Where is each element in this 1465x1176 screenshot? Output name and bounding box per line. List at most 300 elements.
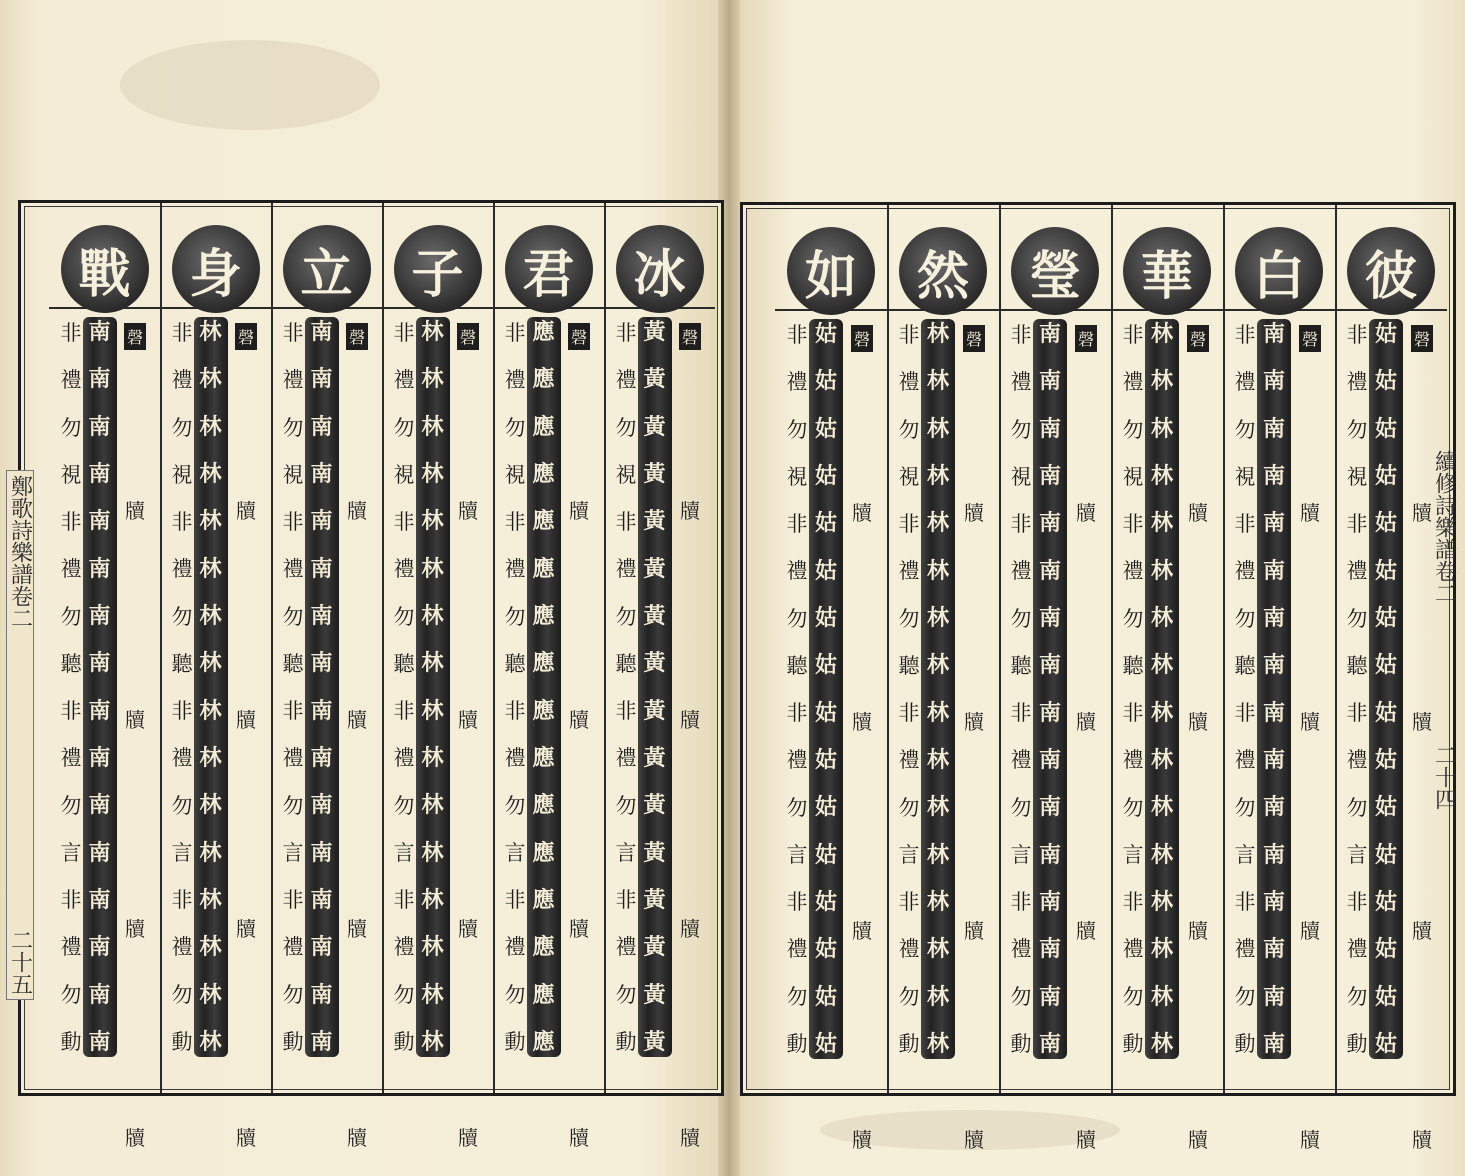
lyric-char: 言 [615,840,637,865]
pitch-char: 南 [88,1028,111,1055]
lyric-char: 勿 [1234,795,1256,820]
lyric-char: 勿 [1010,795,1032,820]
pitch-char: 南 [88,886,111,913]
lyric-char: 言 [60,840,82,865]
beat-marker: 牘 [236,1126,256,1150]
lyric-char: 非 [615,510,637,535]
pitch-char: 林 [1150,983,1173,1010]
pitch-char: 林 [199,839,222,866]
pitch-strip [809,319,843,1059]
lyric-char: 言 [282,840,304,865]
lyric-char: 非 [615,321,637,345]
lyric-char: 禮 [898,937,920,962]
pitch-char: 應 [532,792,555,819]
lyric-char: 禮 [786,937,808,962]
lyric-char: 禮 [60,368,82,393]
beat-marker: 牘 [964,919,984,943]
pitch-char: 南 [1038,983,1061,1010]
lyric-char: 非 [1122,701,1144,726]
lyric-char: 勿 [171,793,193,818]
left-page-number: 二十五 [7,929,33,995]
pitch-char: 南 [1038,652,1061,679]
pitch-char: 南 [1038,321,1061,347]
beat-marker: 牘 [1300,919,1320,943]
pitch-char: 林 [1150,652,1173,679]
lyric-char: 動 [1346,1031,1368,1056]
beat-marker: 牘 [458,1126,478,1150]
pitch-char: 姑 [1374,604,1397,631]
pitch-char: 林 [1150,794,1173,821]
lyric-char: 勿 [282,604,304,629]
beat-marker: 牘 [1188,710,1208,734]
beat-marker: 牘 [125,499,145,523]
lyric-char: 視 [615,462,637,487]
pitch-char: 南 [310,413,333,440]
beat-marker: 牘 [852,710,872,734]
pitch-char: 林 [421,366,444,393]
pitch-strip [416,317,450,1057]
pitch-strip [1145,319,1179,1059]
lyric-char: 禮 [393,557,415,582]
pitch-char: 林 [1150,510,1173,537]
lyric-char: 視 [1346,464,1368,489]
lyric-char: 視 [393,462,415,487]
pitch-char: 南 [1038,746,1061,773]
lyric-char: 言 [393,840,415,865]
lyric-char: 禮 [786,559,808,584]
beat-marker: 牘 [347,917,367,941]
pitch-char: 南 [310,319,333,345]
pitch-char: 林 [199,981,222,1008]
column-divider [887,205,889,1093]
lyric-char: 勿 [615,415,637,440]
beat-marker: 牘 [852,1128,872,1152]
lyric-char: 禮 [615,557,637,582]
pitch-char: 南 [1038,604,1061,631]
pitch-char: 姑 [814,841,837,868]
pitch-strip [921,319,955,1059]
lyric-char: 禮 [1234,937,1256,962]
lyric-char: 非 [393,699,415,724]
left_page-column [160,203,271,1150]
pitch-char: 姑 [1374,462,1397,489]
pitch-char: 南 [88,319,111,345]
pitch-char: 南 [1262,368,1285,395]
pitch-char: 黃 [643,886,666,913]
pitch-char: 南 [88,460,111,487]
lyric-char: 勿 [171,604,193,629]
lyric-char: 非 [1234,890,1256,915]
beat-marker: 牘 [1188,1128,1208,1152]
left_page-column [493,203,604,1150]
lyric-char: 禮 [504,557,526,582]
pitch-strip [305,317,339,1057]
lyric-char: 動 [786,1031,808,1056]
right_page-column [775,205,887,1152]
instrument-tag: 磬 [1411,325,1433,352]
pitch-char: 南 [1038,557,1061,584]
lyric-char: 非 [615,699,637,724]
pitch-char: 林 [421,792,444,819]
beat-marker: 牘 [236,708,256,732]
pitch-char: 林 [926,652,949,679]
lyric-char: 勿 [60,982,82,1007]
pitch-char: 南 [1262,746,1285,773]
lyric-header-seal: 如 [787,227,875,315]
pitch-char: 林 [1150,699,1173,726]
lyric-char: 非 [171,510,193,535]
lyric-char: 禮 [1122,937,1144,962]
pitch-char: 應 [532,555,555,582]
pitch-char: 林 [1150,462,1173,489]
lyric-text-column [895,325,923,1055]
lyric-text-column [279,323,307,1053]
instrument-tag: 磬 [1187,325,1209,352]
lyric-char: 動 [1122,1031,1144,1056]
pitch-char: 南 [1262,415,1285,442]
instrument-tag: 磬 [346,323,368,350]
lyric-char: 動 [1010,1031,1032,1056]
lyric-char: 非 [171,888,193,913]
lyric-char: 禮 [1346,559,1368,584]
pitch-char: 南 [310,934,333,961]
left_page-column [382,203,493,1150]
pitch-char: 林 [926,983,949,1010]
pitch-strip [527,317,561,1057]
lyric-char: 禮 [898,748,920,773]
instrument-column [1071,325,1101,1152]
lyric-char: 非 [1234,512,1256,537]
pitch-char: 南 [310,460,333,487]
lyric-char: 勿 [1010,984,1032,1009]
instrument-tag: 磬 [963,325,985,352]
beat-marker: 牘 [1076,501,1096,525]
pitch-char: 南 [1038,510,1061,537]
pitch-char: 林 [199,650,222,677]
pitch-char: 林 [926,888,949,915]
lyric-char: 聽 [504,651,526,676]
pitch-char: 姑 [1374,368,1397,395]
lyric-char: 禮 [1234,370,1256,395]
pitch-char: 林 [199,886,222,913]
lyric-char: 非 [786,890,808,915]
instrument-tag: 磬 [124,323,146,350]
instrument-tag: 磬 [457,323,479,350]
lyric-char: 非 [898,512,920,537]
pitch-char: 南 [88,602,111,629]
pitch-char: 黃 [643,602,666,629]
beat-marker: 牘 [964,1128,984,1152]
pitch-char: 姑 [814,888,837,915]
pitch-char: 林 [1150,321,1173,347]
lyric-char: 聽 [1122,653,1144,678]
lyric-char: 禮 [1122,370,1144,395]
lyric-char: 動 [282,1029,304,1054]
pitch-char: 林 [421,981,444,1008]
beat-marker: 牘 [569,917,589,941]
instrument-column [342,323,372,1150]
pitch-char: 林 [421,555,444,582]
pitch-char: 林 [421,650,444,677]
lyric-char: 勿 [786,795,808,820]
pitch-char: 南 [310,839,333,866]
beat-marker: 牘 [1188,919,1208,943]
beat-marker: 牘 [852,501,872,525]
column-divider [271,203,273,1093]
pitch-char: 姑 [814,368,837,395]
pitch-char: 黃 [643,1028,666,1055]
beat-marker: 牘 [680,1126,700,1150]
beat-marker: 牘 [1188,501,1208,525]
lyric-header-seal: 白 [1235,227,1323,315]
lyric-char: 勿 [504,793,526,818]
pitch-char: 南 [1038,888,1061,915]
pitch-char: 林 [199,1028,222,1055]
lyric-char: 禮 [1010,748,1032,773]
pitch-char: 林 [926,746,949,773]
instrument-tag: 磬 [851,325,873,352]
lyric-char: 非 [786,323,808,347]
instrument-column [1183,325,1213,1152]
lyric-char: 非 [1010,512,1032,537]
lyric-header-seal: 戰 [61,225,149,313]
lyric-char: 勿 [615,604,637,629]
pitch-char: 黃 [643,744,666,771]
lyric-char: 勿 [615,793,637,818]
pitch-char: 林 [199,413,222,440]
beat-marker: 牘 [1412,501,1432,525]
pitch-char: 林 [926,841,949,868]
lyric-char: 勿 [898,417,920,442]
lyric-char: 禮 [1346,748,1368,773]
lyric-char: 非 [898,323,920,347]
lyric-char: 勿 [1234,984,1256,1009]
lyric-char: 禮 [393,746,415,771]
lyric-char: 非 [1010,890,1032,915]
pitch-char: 南 [1262,699,1285,726]
pitch-char: 黃 [643,366,666,393]
pitch-char: 南 [310,697,333,724]
pitch-char: 黃 [643,508,666,535]
beat-marker: 牘 [569,1126,589,1150]
lyric-char: 非 [504,699,526,724]
lyric-char: 禮 [171,368,193,393]
lyric-char: 勿 [60,415,82,440]
lyric-char: 非 [171,699,193,724]
lyric-char: 禮 [615,746,637,771]
instrument-column [1295,325,1325,1152]
lyric-header-seal: 立 [283,225,371,313]
pitch-char: 姑 [814,604,837,631]
pitch-char: 南 [88,508,111,535]
column-divider [1335,205,1337,1093]
pitch-char: 應 [532,744,555,771]
lyric-char: 動 [898,1031,920,1056]
lyric-char: 聽 [1010,653,1032,678]
lyric-char: 視 [1234,464,1256,489]
lyric-char: 禮 [898,370,920,395]
left_page-column [271,203,382,1150]
column-divider [382,203,384,1093]
beat-marker: 牘 [1412,1128,1432,1152]
lyric-char: 非 [615,888,637,913]
pitch-char: 黃 [643,697,666,724]
lyric-char: 聽 [282,651,304,676]
pitch-char: 黃 [643,934,666,961]
pitch-char: 南 [88,697,111,724]
lyric-char: 視 [898,464,920,489]
pitch-char: 南 [1262,510,1285,537]
pitch-char: 姑 [1374,1030,1397,1057]
beat-marker: 牘 [1412,710,1432,734]
pitch-char: 黃 [643,792,666,819]
pitch-strip [194,317,228,1057]
pitch-char: 南 [88,981,111,1008]
beat-marker: 牘 [680,917,700,941]
pitch-char: 林 [926,557,949,584]
beat-marker: 牘 [964,501,984,525]
pitch-char: 林 [926,368,949,395]
lyric-char: 勿 [786,606,808,631]
beat-marker: 牘 [680,708,700,732]
lyric-char: 勿 [60,793,82,818]
pitch-char: 姑 [1374,510,1397,537]
lyric-char: 勿 [1346,795,1368,820]
pitch-strip [1257,319,1291,1059]
lyric-char: 非 [282,699,304,724]
lyric-char: 勿 [1010,417,1032,442]
lyric-char: 動 [393,1029,415,1054]
pitch-char: 南 [310,792,333,819]
pitch-char: 林 [199,460,222,487]
instrument-tag: 磬 [1075,325,1097,352]
beat-marker: 牘 [347,708,367,732]
pitch-char: 林 [421,697,444,724]
pitch-char: 姑 [814,699,837,726]
lyric-char: 非 [1346,701,1368,726]
lyric-char: 動 [615,1029,637,1054]
lyric-char: 非 [1346,323,1368,347]
pitch-char: 南 [1038,936,1061,963]
pitch-char: 南 [1038,841,1061,868]
instrument-column [959,325,989,1152]
right-page-number: 二十四 [1431,744,1457,810]
lyric-text-column [57,323,85,1053]
instrument-column [564,323,594,1150]
beat-marker: 牘 [964,710,984,734]
beat-marker: 牘 [1076,710,1096,734]
pitch-char: 林 [926,462,949,489]
pitch-char: 姑 [814,983,837,1010]
pitch-char: 林 [1150,888,1173,915]
pitch-char: 姑 [814,1030,837,1057]
lyric-header-seal: 瑩 [1011,227,1099,315]
lyric-char: 勿 [504,604,526,629]
pitch-char: 黃 [643,413,666,440]
pitch-char: 南 [1038,1030,1061,1057]
instrument-column [453,323,483,1150]
lyric-header-seal: 冰 [616,225,704,313]
pitch-char: 林 [1150,746,1173,773]
lyric-header-seal: 彼 [1347,227,1435,315]
lyric-char: 非 [282,888,304,913]
lyric-char: 禮 [393,935,415,960]
lyric-char: 勿 [786,417,808,442]
beat-marker: 牘 [1300,501,1320,525]
lyric-char: 禮 [504,368,526,393]
pitch-char: 林 [1150,557,1173,584]
beat-marker: 牘 [458,708,478,732]
lyric-char: 勿 [504,982,526,1007]
pitch-char: 南 [310,1028,333,1055]
instrument-tag: 磬 [1299,325,1321,352]
pitch-char: 南 [1262,888,1285,915]
lyric-char: 聽 [1346,653,1368,678]
beat-marker: 牘 [125,708,145,732]
lyric-char: 勿 [282,982,304,1007]
lyric-char: 禮 [504,746,526,771]
pitch-char: 南 [1038,699,1061,726]
lyric-char: 聽 [898,653,920,678]
pitch-char: 林 [926,794,949,821]
lyric-char: 勿 [393,982,415,1007]
pitch-char: 南 [1262,794,1285,821]
lyric-char: 言 [1010,842,1032,867]
pitch-char: 林 [199,697,222,724]
lyric-char: 禮 [60,557,82,582]
lyric-char: 非 [1346,890,1368,915]
lyric-char: 言 [1346,842,1368,867]
lyric-char: 勿 [393,604,415,629]
beat-marker: 牘 [458,917,478,941]
pitch-char: 姑 [814,321,837,347]
pitch-char: 應 [532,602,555,629]
lyric-char: 勿 [171,415,193,440]
pitch-char: 林 [1150,415,1173,442]
lyric-header-seal: 子 [394,225,482,313]
column-divider [1111,205,1113,1093]
lyric-char: 聽 [786,653,808,678]
lyric-char: 禮 [615,935,637,960]
lyric-char: 非 [1122,323,1144,347]
pitch-char: 南 [88,555,111,582]
lyric-header-seal: 華 [1123,227,1211,315]
lyric-char: 勿 [282,793,304,818]
pitch-char: 南 [1262,604,1285,631]
pitch-char: 姑 [1374,983,1397,1010]
pitch-char: 姑 [814,415,837,442]
pitch-char: 姑 [814,746,837,773]
lyric-char: 聽 [60,651,82,676]
lyric-char: 禮 [1010,559,1032,584]
pitch-char: 林 [199,602,222,629]
pitch-char: 林 [926,1030,949,1057]
lyric-char: 言 [1122,842,1144,867]
lyric-text-column [390,323,418,1053]
beat-marker: 牘 [125,917,145,941]
beat-marker: 牘 [1076,919,1096,943]
pitch-char: 南 [310,981,333,1008]
lyric-char: 言 [171,840,193,865]
right-score-frame [740,202,1456,1152]
lyric-char: 聽 [393,651,415,676]
pitch-char: 林 [421,886,444,913]
lyric-char: 勿 [1122,417,1144,442]
lyric-char: 勿 [1346,984,1368,1009]
lyric-char: 非 [786,512,808,537]
beat-marker: 牘 [1412,919,1432,943]
right-margin-label [1430,450,1458,810]
